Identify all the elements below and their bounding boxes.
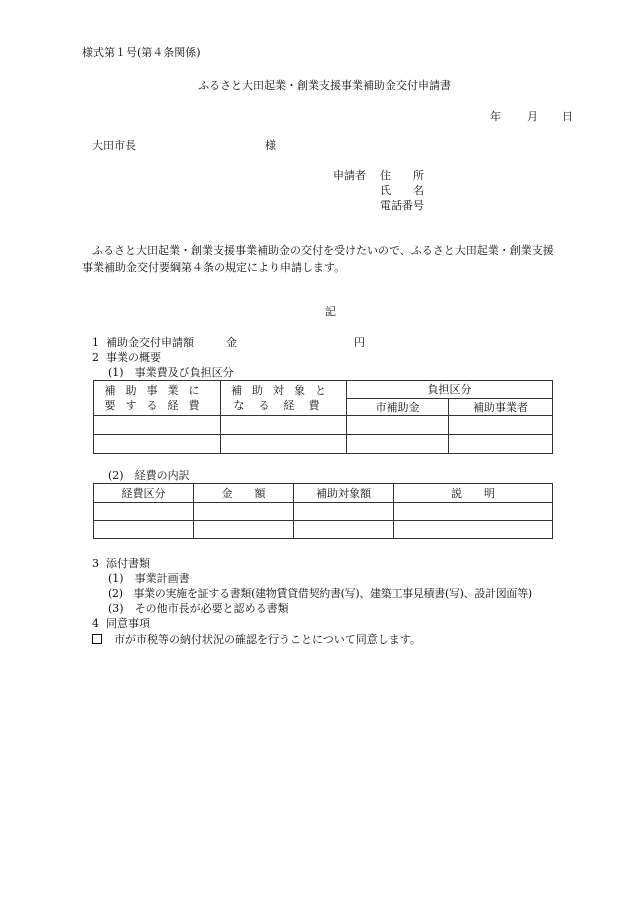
cell-empty[interactable] — [449, 416, 553, 435]
item2-sub2-label: (2) 経費の内訳 — [108, 469, 190, 482]
item4-number: 4 — [92, 617, 99, 630]
header-grantee: 補助事業者 — [449, 399, 553, 416]
consent-row[interactable] — [92, 634, 421, 645]
applicant-address-label: 住 所 — [380, 169, 424, 182]
applicant-label: 申請者 — [333, 169, 366, 182]
attachment-item: (2) 事業の実施を証する書類(建物賃貸借契約書(写)、建築工事見積書(写)、設計図面等) — [108, 587, 532, 600]
header-expense-category: 経費区分 — [94, 484, 194, 503]
expense-breakdown-table — [93, 483, 553, 539]
ki-heading: 記 — [325, 305, 336, 318]
item2-number: 2 — [92, 351, 99, 364]
document-title: ふるさと大田起業・創業支援事業補助金交付申請書 — [198, 79, 451, 92]
addressee-name: 大田市長 — [92, 139, 136, 152]
addressee-honorific: 様 — [265, 139, 276, 152]
header-eligible-amount: 補助対象額 — [294, 484, 394, 503]
item2-sub1-label: (1) 事業費及び負担区分 — [108, 366, 234, 379]
item1-label: 補助金交付申請額 — [106, 336, 194, 349]
cost-burden-table — [93, 380, 553, 454]
cell-empty[interactable] — [449, 435, 553, 454]
date-day: 日 — [562, 110, 573, 123]
cell-empty[interactable] — [221, 435, 347, 454]
item1-yen: 円 — [354, 336, 365, 349]
header-eligible-cost: 補助対象と なる経費 — [221, 381, 347, 416]
cell-empty[interactable] — [347, 416, 449, 435]
consent-checkbox[interactable] — [92, 634, 102, 644]
applicant-name-label: 氏 名 — [380, 184, 424, 197]
cell-empty[interactable] — [94, 435, 221, 454]
cell-empty[interactable] — [194, 521, 294, 539]
date-year: 年 — [490, 110, 501, 123]
attachment-item: (3) その他市長が必要と認める書類 — [108, 602, 289, 615]
header-city-subsidy: 市補助金 — [347, 399, 449, 416]
header-amount: 金 額 — [194, 484, 294, 503]
item1-number: 1 — [92, 336, 99, 349]
item3-label: 添付書類 — [106, 557, 150, 570]
cell-empty[interactable] — [221, 416, 347, 435]
item1-kin: 金 — [226, 336, 237, 349]
header-cost-required: 補助事業に 要する経費 — [94, 381, 221, 416]
form-number: 様式第１号(第４条関係) — [82, 46, 201, 59]
consent-text: 市が市税等の納付状況の確認を行うことについて同意します。 — [114, 633, 421, 646]
applicant-phone-label: 電話番号 — [380, 199, 424, 212]
cell-empty[interactable] — [394, 503, 553, 521]
cell-empty[interactable] — [94, 416, 221, 435]
cell-empty[interactable] — [294, 521, 394, 539]
header-burden-division: 負担区分 — [347, 381, 553, 399]
cell-empty[interactable] — [294, 503, 394, 521]
header-description: 説 明 — [394, 484, 553, 503]
attachment-item: (1) 事業計画書 — [108, 572, 190, 585]
item3-number: 3 — [92, 557, 99, 570]
cell-empty[interactable] — [94, 521, 194, 539]
item4-label: 同意事項 — [106, 617, 150, 630]
cell-empty[interactable] — [194, 503, 294, 521]
body-text-line1: ふるさと大田起業・創業支援事業補助金の交付を受けたいので、ふるさと大田起業・創業支援 — [92, 244, 554, 257]
item2-label: 事業の概要 — [106, 351, 161, 364]
cell-empty[interactable] — [394, 521, 553, 539]
cell-empty[interactable] — [347, 435, 449, 454]
body-text-line2: 事業補助金交付要綱第４条の規定により申請します。 — [82, 261, 346, 274]
date-month: 月 — [527, 110, 538, 123]
cell-empty[interactable] — [94, 503, 194, 521]
